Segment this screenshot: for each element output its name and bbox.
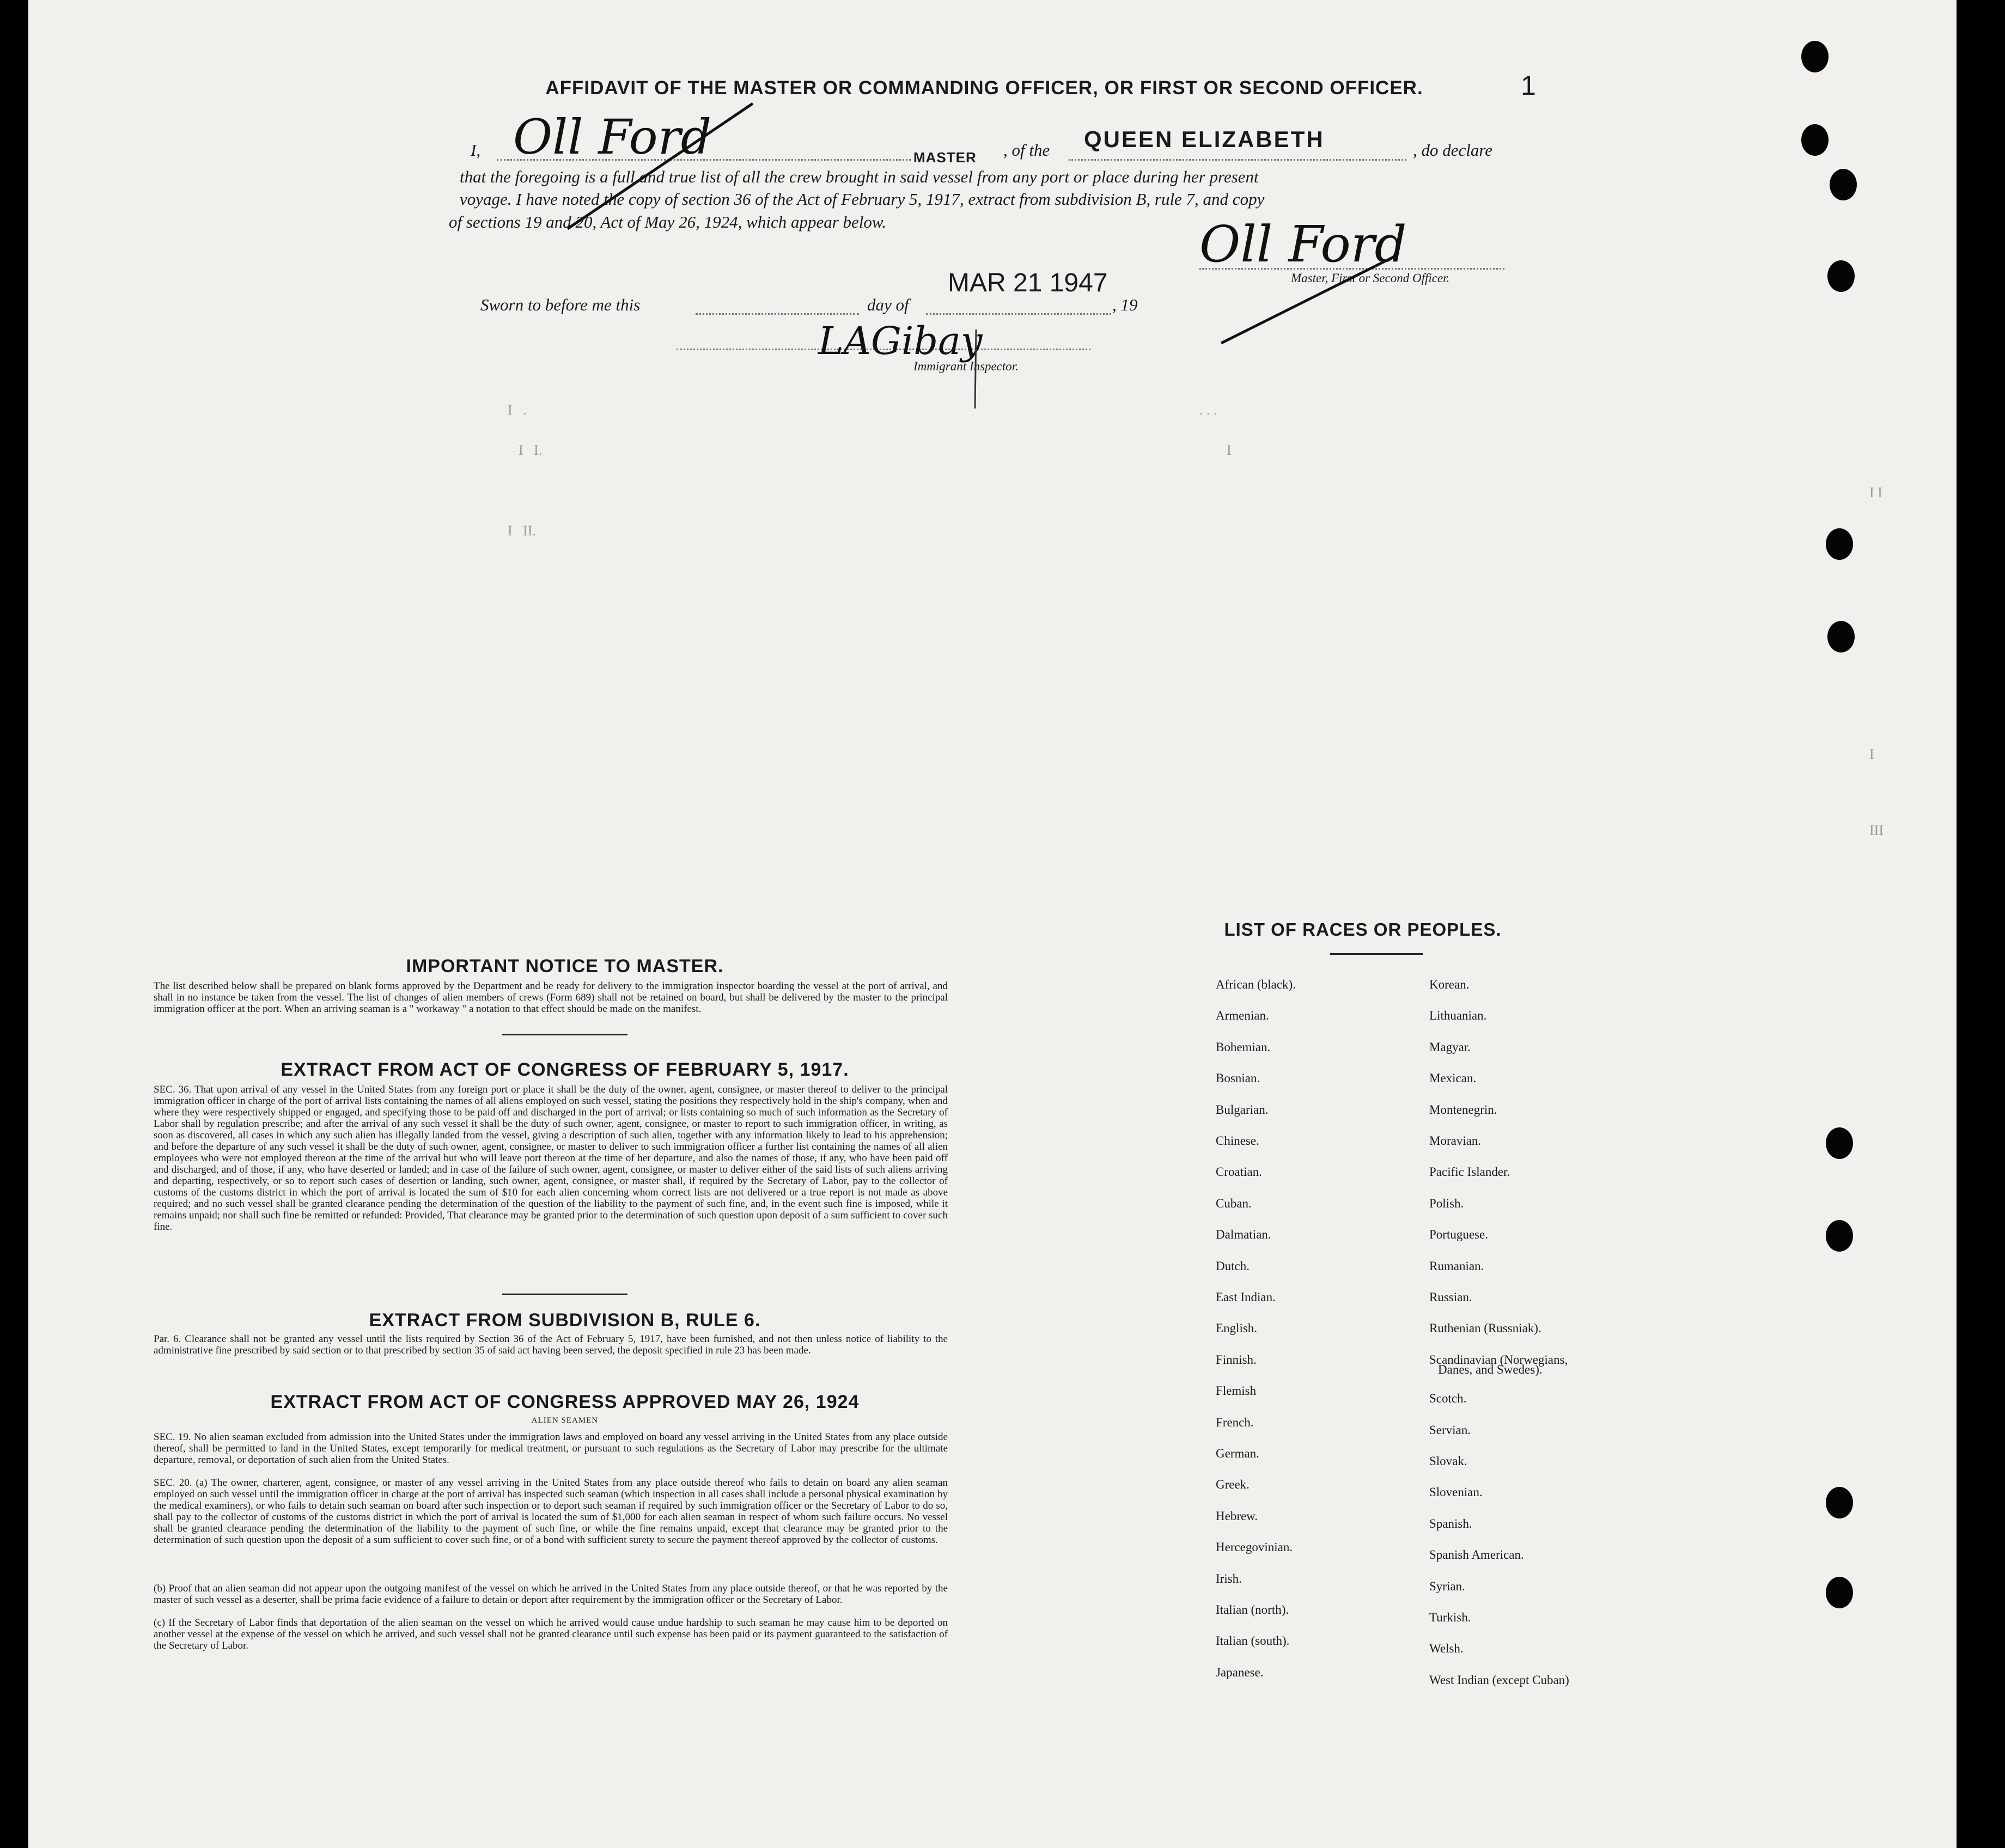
punch-hole	[1801, 41, 1829, 72]
bleed-mark: I .	[508, 402, 527, 418]
extract-1924-title: EXTRACT FROM ACT OF CONGRESS APPROVED MAY 26, 1924	[270, 1392, 860, 1412]
sec-20a-body: SEC. 20. (a) The owner, charterer, agent, consignee, or master of any vessel arriving in the United States from any place outside thereof who fails to detain on board any alien seaman employed on such vessel until the immigration officer in charge at the port of arrival has inspected such seaman (which inspection in all cases shall include a personal physical examination by the medical examiners), or who fails to detain such seaman on board after such inspection or to deport such seaman if required by such immigration officer or the Secretary of Labor to do so, shall pay to the collector of customs of the customs district in which the port of arrival is located the sum of $1,000 for each alien seaman in respect of whom such failure occurs. No vessel shall be granted clearance pending the determination of the liability to the payment of such fine, or while the fine remains unpaid, except that clearance may be granted prior to the determination of such question upon the deposit of a sum sufficient to cover such fine, or of a bond with sufficient surety to secure the payment thereof approved by the collector of customs.	[154, 1477, 948, 1546]
race-item: Bosnian.	[1216, 1071, 1260, 1085]
race-item: Chinese.	[1216, 1134, 1259, 1148]
punch-hole	[1827, 260, 1855, 292]
sworn-label: Sworn to before me this	[480, 295, 641, 314]
race-item: East Indian.	[1216, 1290, 1276, 1304]
race-item: Irish.	[1216, 1572, 1242, 1585]
i-label: I,	[471, 141, 481, 160]
race-item: Dalmatian.	[1216, 1228, 1271, 1241]
race-item: Cuban.	[1216, 1197, 1252, 1210]
race-item: Portuguese.	[1429, 1228, 1488, 1241]
alien-seamen-subtitle: ALIEN SEAMEN	[531, 1416, 599, 1425]
race-item: Italian (south).	[1216, 1634, 1290, 1648]
day-of-label: day of	[867, 295, 909, 314]
race-item: Bohemian.	[1216, 1040, 1271, 1054]
race-item: Montenegrin.	[1429, 1103, 1497, 1117]
master-signature: Oll Ford	[513, 109, 712, 165]
bleed-mark: I I.	[519, 442, 543, 458]
day-line	[696, 313, 859, 315]
race-item: Scandinavian (Norwegians,	[1429, 1353, 1568, 1367]
race-item: Spanish American.	[1429, 1548, 1524, 1562]
race-item: Servian.	[1429, 1423, 1471, 1437]
punch-hole	[1826, 528, 1853, 560]
punch-hole	[1827, 621, 1855, 652]
affidavit-line-3: voyage. I have noted the copy of section 36 of the Act of February 5, 1917, extract from subdivision B, rule 7, and copy	[460, 190, 1265, 209]
race-item: Magyar.	[1429, 1040, 1471, 1054]
officer-signature: Oll Ford	[1199, 215, 1407, 273]
race-item: African (black).	[1216, 978, 1296, 991]
race-item: French.	[1216, 1416, 1254, 1429]
race-item: Mexican.	[1429, 1071, 1477, 1085]
race-item: Lithuanian.	[1429, 1009, 1487, 1022]
affidavit-line-4: of sections 19 and 20, Act of May 26, 1924, which appear below.	[449, 212, 887, 231]
race-item: Hercegovinian.	[1216, 1540, 1293, 1554]
race-item: Finnish.	[1216, 1353, 1257, 1367]
punch-hole	[1826, 1577, 1853, 1608]
bleed-mark: I	[1227, 442, 1232, 458]
vessel-line	[1069, 159, 1406, 161]
inspector-caption: Immigrant Inspector.	[913, 359, 1019, 373]
race-item: Armenian.	[1216, 1009, 1269, 1022]
race-item: Scotch.	[1429, 1392, 1467, 1405]
notice-body: The list described below shall be prepared on blank forms approved by the Department and be ready for delivery to the immigration inspector boarding the vessel at the port of arrival, and shall in no instance be taken from the vessel. The list of changes of alien members of crews (Form 689) shall not be retained on board, but shall be delivered by the master to the principal immigration officer at the port. When an arriving seaman is a " workaway " a notation to that effect should be made on the manifest.	[154, 980, 948, 1015]
race-item: Bulgarian.	[1216, 1103, 1269, 1117]
race-item: Moravian.	[1429, 1134, 1482, 1148]
race-item: West Indian (except Cuban)	[1429, 1673, 1569, 1687]
race-item: Slovenian.	[1429, 1485, 1483, 1499]
affidavit-title: AFFIDAVIT OF THE MASTER OR COMMANDING OFFICER, OR FIRST OR SECOND OFFICER.	[545, 77, 1423, 99]
race-item: Japanese.	[1216, 1666, 1264, 1679]
races-title: LIST OF RACES OR PEOPLES.	[1224, 919, 1502, 940]
notice-title: IMPORTANT NOTICE TO MASTER.	[406, 956, 724, 977]
race-item: Hebrew.	[1216, 1509, 1258, 1523]
race-item: Dutch.	[1216, 1259, 1250, 1273]
race-item: Polish.	[1429, 1197, 1464, 1210]
of-the-label: , of the	[1003, 141, 1050, 160]
extract-1917-body: SEC. 36. That upon arrival of any vessel in the United States from any foreign port or place it shall be the duty of the owner, agent, consignee, or master thereof to deliver to the principal immigration officer in charge of the port of arrival lists containing the names of all aliens employed on such vessel, stating the positions they respectively hold in the ship's company, when and where they were respectively shipped or engaged, and specifying those to be paid off and discharged in the port of arrival; or lists containing so much of such information as the Secretary of Labor shall by regulation prescribe; and after the arrival of any such vessel it shall be the duty of such owner, agent, consignee, or master to report to such immigration officer, in writing, as soon as discovered, all cases in which any such alien has illegally landed from the vessel, giving a description of such alien, together with any information likely to lead to his apprehension; and before the departure of any such vessel it shall be the duty of such owner, agent, consignee, or master to deliver to such immigration officer a further list containing the names of all alien employees who were not employed thereon at the time of the arrival but who will leave port thereon at the time of her departure, and also the names of those, if any, who have been paid off and discharged, and of those, if any, who have deserted or landed; and in case of the failure of such owner, agent, consignee, or master to deliver either of the said lists of such aliens arriving and departing, respectively, or so to report such cases of desertion or landing, such owner, agent, consignee, or master shall, if required by the Secretary of Labor, pay to the collector of customs of the customs district in which the port of arrival is located the sum of $10 for each alien concerning whom correct lists are not delivered or a true report is not made as above required; and no such vessel shall be granted clearance pending the determination of the question of the liability to the payment of such fine, and, in the event such fine is imposed, while it remains unpaid; nor shall such fine be remitted or refunded: Provided, That clearance may be granted prior to the determination of such question upon deposit of a sum sufficient to cover such fine.	[154, 1084, 948, 1233]
signature-stroke	[1216, 240, 1401, 349]
signature-stroke	[965, 327, 987, 414]
date-stamp: MAR 21 1947	[948, 269, 1108, 297]
divider	[502, 1294, 627, 1295]
race-item: Syrian.	[1429, 1579, 1465, 1593]
signature-stroke	[562, 93, 758, 234]
race-item: Rumanian.	[1429, 1259, 1484, 1273]
month-line	[926, 313, 1111, 315]
race-item: Spanish.	[1429, 1517, 1472, 1530]
rank-stamp: MASTER	[913, 149, 977, 166]
race-item: Ruthenian (Russniak).	[1429, 1321, 1541, 1335]
extract-1917-title: EXTRACT FROM ACT OF CONGRESS OF FEBRUARY 5, 1917.	[281, 1059, 849, 1080]
sec-19-body: SEC. 19. No alien seaman excluded from admission into the United States under the immigration laws and employed on board any vessel arriving in the United States from any place outside thereof, shall be permitted to land in the United States, except temporarily for medical treatment, or pursuant to such regulations as the Secretary of Labor may prescribe for the ultimate departure, removal, or deportation of such alien from the United States.	[154, 1431, 948, 1466]
sec-20c-body: (c) If the Secretary of Labor finds that deportation of the alien seaman on the vessel on which he arrived would cause undue hardship to such seaman he may cause him to be deported on another vessel at the expense of the vessel on which he arrived, and such vessel shall not be granted clearance until such expense has been paid or its payment guaranteed to the satisfaction of the Secretary of Labor.	[154, 1617, 948, 1651]
sec-20b-body: (b) Proof that an alien seaman did not appear upon the outgoing manifest of the vessel on which he arrived in the United States from any place outside thereof, or that he was reported by the master of such vessel as a deserter, shall be prima facie evidence of a failure to detain or deport after requirement by the immigration officer or the Secretary of Labor.	[154, 1583, 948, 1606]
rule-6-body: Par. 6. Clearance shall not be granted any vessel until the lists required by Section 36 of the Act of February 5, 1917, have been furnished, and not then unless notice of liability to the administrative fine prescribed by said section or to that prescribed by section 35 of said act having been served, the deposit specified in rule 23 has been made.	[154, 1333, 948, 1356]
affidavit-line-2: that the foregoing is a full and true list of all the crew brought in said vessel from any port or place during her present	[460, 167, 1259, 186]
race-item: Croatian.	[1216, 1165, 1262, 1179]
officer-caption: Master, First or Second Officer.	[1291, 271, 1450, 285]
punch-hole	[1826, 1127, 1853, 1159]
punch-hole	[1830, 169, 1857, 200]
bleed-mark: . . .	[1199, 402, 1217, 418]
bleed-mark: I	[1869, 746, 1874, 762]
race-item: Slovak.	[1429, 1454, 1467, 1468]
race-item: Russian.	[1429, 1290, 1472, 1304]
do-declare-label: , do declare	[1413, 141, 1493, 160]
race-item: Turkish.	[1429, 1611, 1471, 1624]
bleed-mark: III	[1869, 822, 1884, 838]
race-item: Pacific Islander.	[1429, 1165, 1510, 1179]
bleed-mark: I II.	[508, 523, 536, 539]
divider	[1330, 953, 1423, 955]
divider	[502, 1034, 627, 1035]
vessel-stamp: QUEEN ELIZABETH	[1084, 126, 1325, 152]
race-item: Danes, and Swedes).	[1438, 1363, 1543, 1376]
page-mark: 1	[1521, 70, 1537, 101]
inspector-signature: LAGibay	[818, 319, 983, 363]
race-item: Welsh.	[1429, 1642, 1464, 1655]
bleed-mark: I I	[1869, 485, 1882, 501]
punch-hole	[1801, 124, 1829, 156]
race-item: Flemish	[1216, 1384, 1257, 1398]
document-page	[28, 0, 1957, 1848]
rule-6-title: EXTRACT FROM SUBDIVISION B, RULE 6.	[369, 1310, 761, 1331]
race-item: Korean.	[1429, 978, 1470, 991]
punch-hole	[1826, 1220, 1853, 1252]
race-item: Greek.	[1216, 1478, 1250, 1491]
race-item: English.	[1216, 1321, 1258, 1335]
year-label: , 19	[1112, 295, 1138, 314]
race-item: German.	[1216, 1447, 1259, 1460]
race-item: Italian (north).	[1216, 1603, 1289, 1617]
punch-hole	[1826, 1487, 1853, 1518]
